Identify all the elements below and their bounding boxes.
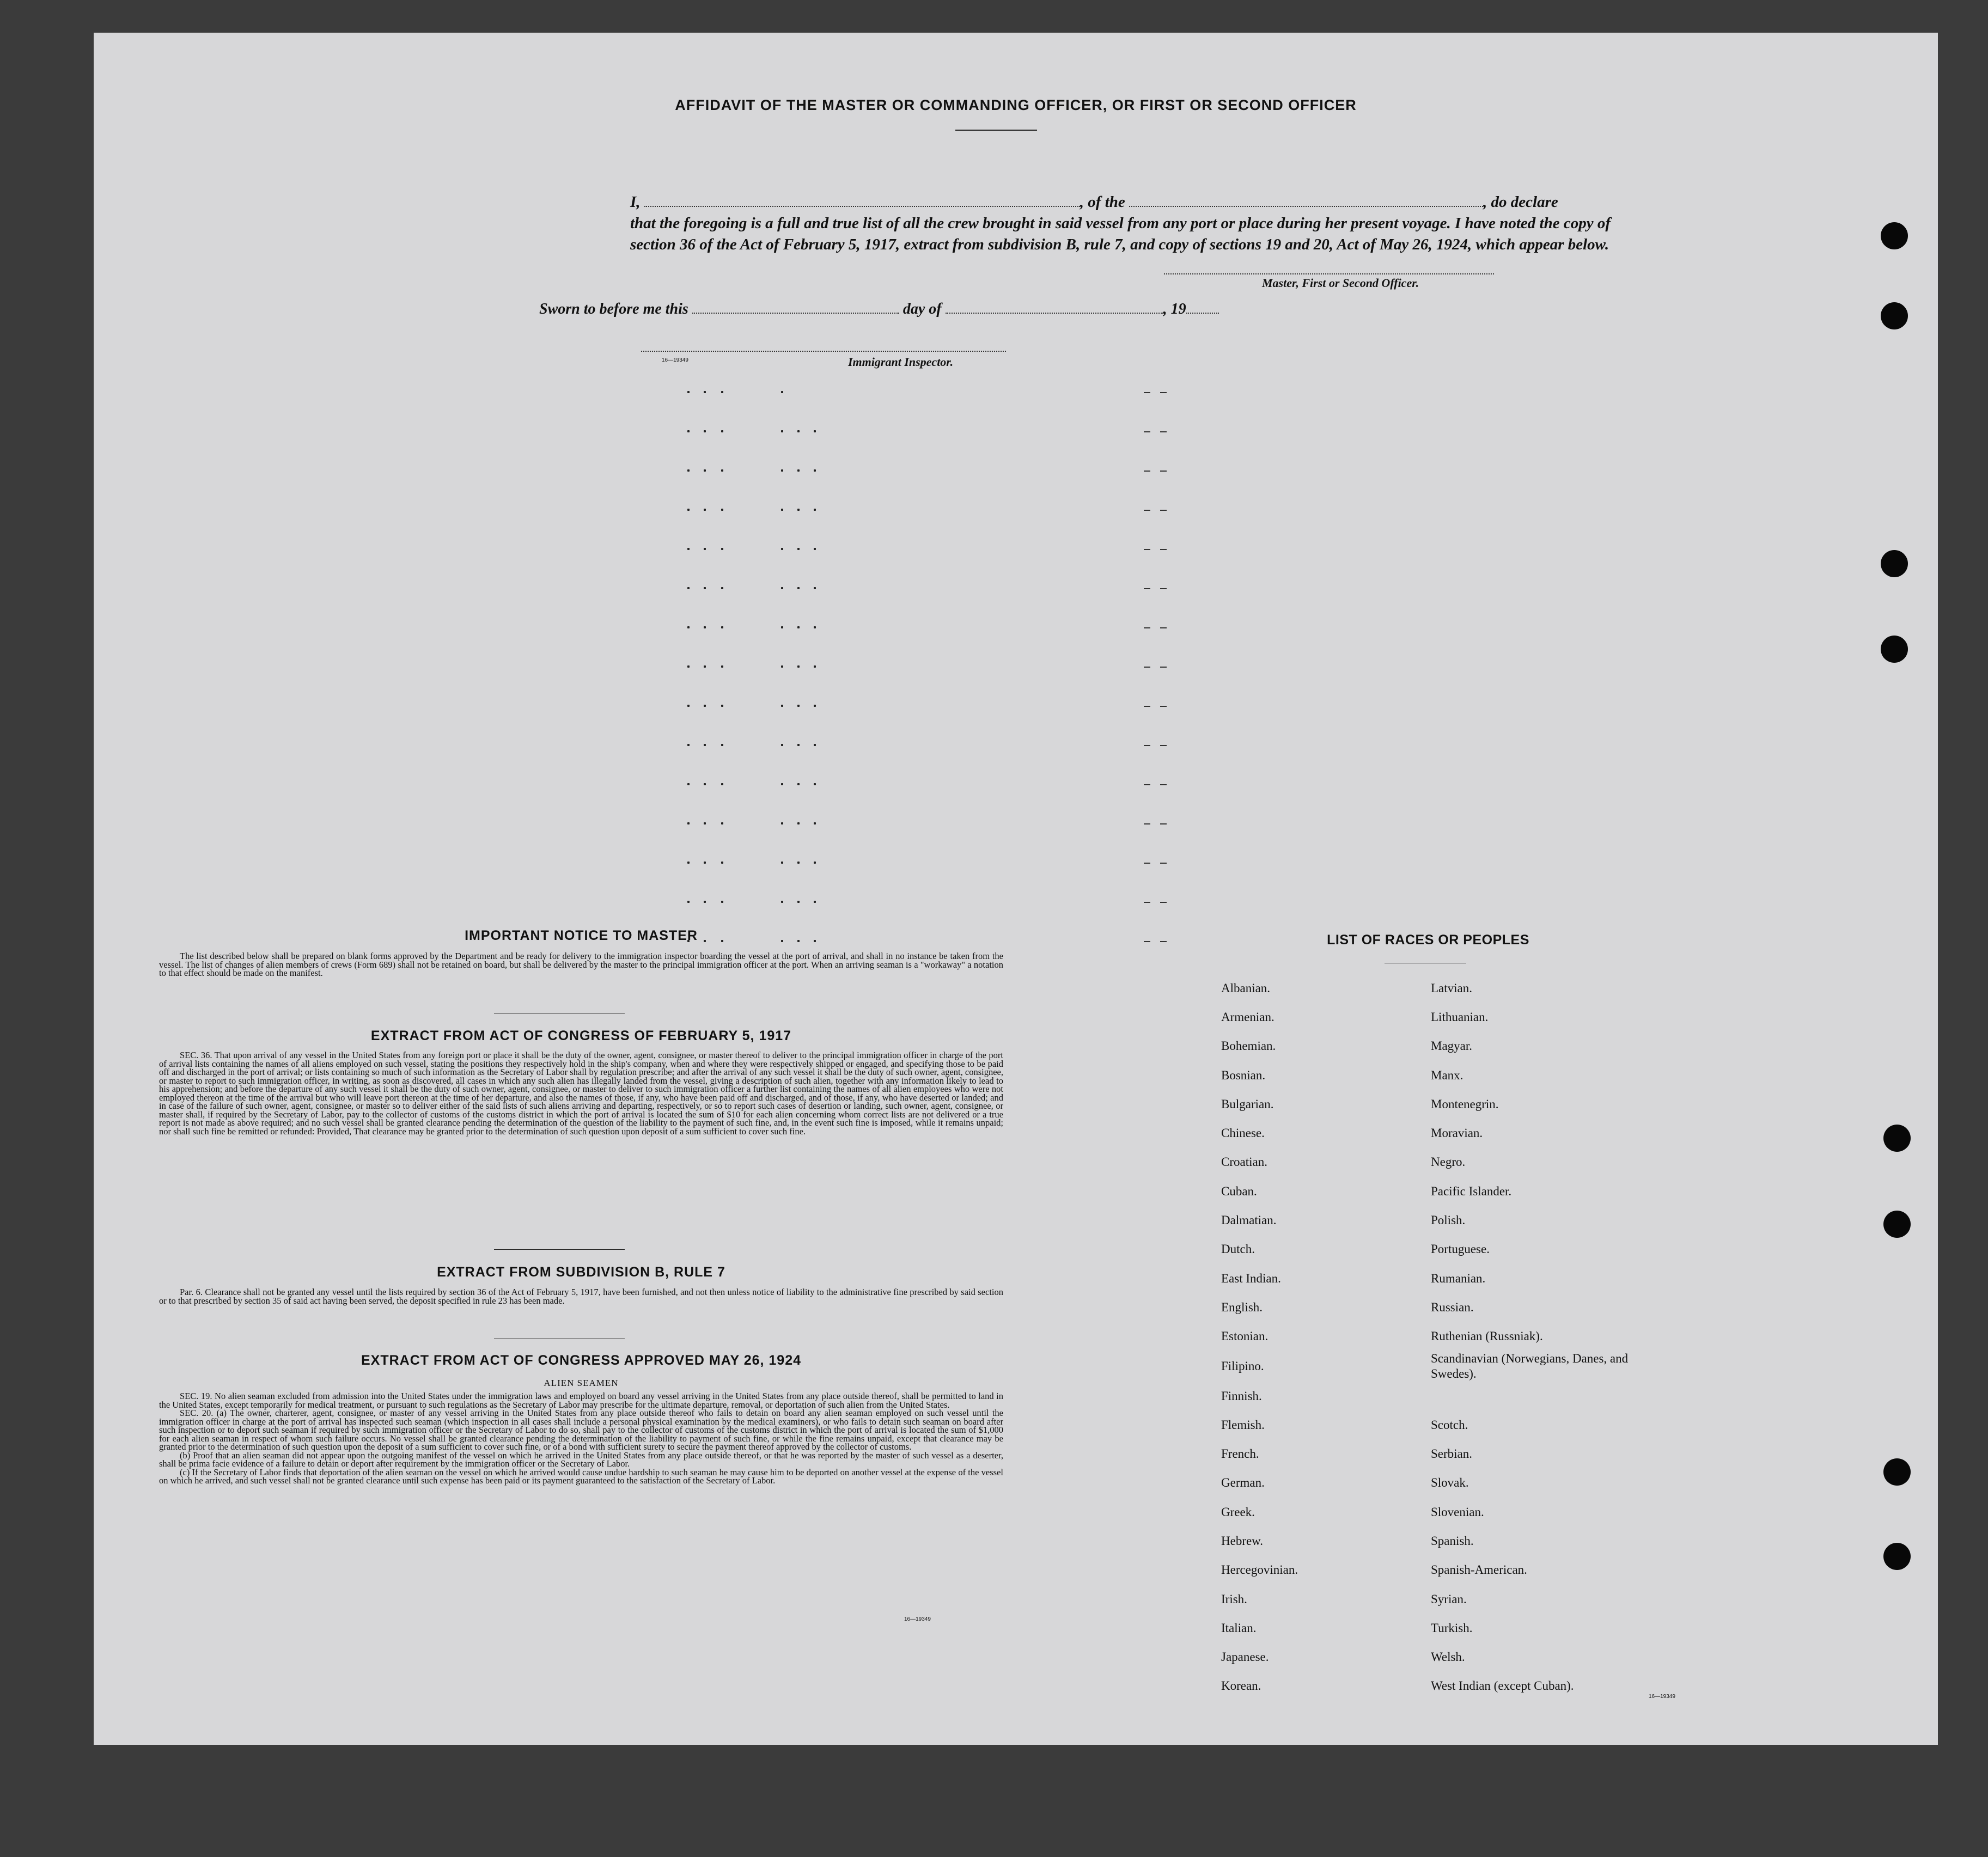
race-name: Scotch. <box>1431 1418 1468 1432</box>
scan-speck <box>814 469 816 472</box>
race-row <box>1221 1498 1660 1526</box>
race-row <box>1221 1235 1660 1264</box>
scan-speck <box>687 862 690 864</box>
race-name: Portuguese. <box>1431 1242 1490 1256</box>
race-name: Greek. <box>1221 1505 1255 1519</box>
scan-speck <box>687 665 690 668</box>
race-row <box>1221 1322 1660 1351</box>
scan-speck <box>781 469 783 472</box>
scan-dash <box>1160 431 1167 432</box>
scan-speck <box>781 509 783 511</box>
race-name: Irish. <box>1221 1592 1247 1606</box>
race-row <box>1221 1119 1660 1147</box>
title-underline <box>955 130 1037 131</box>
scan-dash <box>1144 784 1150 785</box>
race-name: Dalmatian. <box>1221 1213 1277 1227</box>
race-name: West Indian (except Cuban). <box>1431 1679 1574 1693</box>
scan-dash <box>1160 902 1167 903</box>
race-name: Spanish-American. <box>1431 1563 1527 1577</box>
race-name: Syrian. <box>1431 1592 1467 1606</box>
scan-dash <box>1144 823 1150 824</box>
scan-speck <box>781 391 783 393</box>
race-name: Latvian. <box>1431 981 1472 995</box>
race-row <box>1221 1003 1660 1031</box>
race-row <box>1221 1614 1660 1642</box>
scan-speck <box>797 665 800 668</box>
race-row <box>1221 1672 1660 1701</box>
scan-speck <box>704 391 706 393</box>
inspector-signature-line[interactable] <box>641 350 1006 352</box>
scan-dash <box>1144 588 1150 589</box>
scan-speck <box>797 744 800 746</box>
race-name: Scandinavian (Norwegians, Danes, and Swedes). <box>1431 1351 1629 1380</box>
scan-speck <box>721 862 723 864</box>
races-table <box>1221 974 1660 1701</box>
master-signature-line[interactable] <box>1164 272 1494 274</box>
scan-dash <box>1144 627 1150 628</box>
scan-speck <box>814 430 816 432</box>
scan-dash <box>1160 941 1167 942</box>
race-name: Montenegrin. <box>1431 1097 1499 1111</box>
binder-hole <box>1883 1125 1911 1152</box>
binder-hole <box>1881 222 1908 249</box>
divider-2 <box>494 1249 625 1250</box>
scan-speck <box>704 705 706 707</box>
scan-speck <box>781 744 783 746</box>
race-row <box>1221 974 1660 1003</box>
alien-seamen-subtitle: ALIEN SEAMEN <box>544 1378 619 1388</box>
scan-speck <box>781 626 783 628</box>
scan-speck <box>797 587 800 589</box>
race-name: Spanish. <box>1431 1534 1474 1548</box>
extract-rule7-text <box>159 1288 1003 1305</box>
scan-speck <box>721 822 723 824</box>
scan-dash <box>1144 549 1150 550</box>
scan-speck <box>687 822 690 824</box>
scan-dash <box>1160 392 1167 393</box>
scan-speck <box>687 626 690 628</box>
scan-speck <box>704 862 706 864</box>
scan-speck <box>721 665 723 668</box>
scan-speck <box>814 548 816 550</box>
race-name: Croatian. <box>1221 1155 1267 1169</box>
race-name: Bulgarian. <box>1221 1097 1274 1111</box>
extract-1917-title: EXTRACT FROM ACT OF CONGRESS OF FEBRUARY 5, 1917 <box>370 1028 792 1043</box>
race-row <box>1221 1469 1660 1498</box>
document-page <box>94 33 1938 1745</box>
scan-speck <box>687 783 690 785</box>
notice-paragraph: The list described below shall be prepared on blank forms approved by the Department and be ready for delivery to the immigration inspector boarding the vessel at the port of arrival, and shall in no instance be taken from the vessel. The list of changes of alien members of crews (Form 689) shall not be retained on board, but shall be delivered by the master to the principal immigration officer at the port. When an arriving seaman is a "workaway" a notation to that effect should be made on the manifest. <box>159 951 1003 978</box>
scan-dash <box>1144 706 1150 707</box>
scan-dash <box>1160 549 1167 550</box>
scan-speck <box>814 744 816 746</box>
race-name <box>1431 1382 1660 1410</box>
race-name: Finnish. <box>1221 1389 1262 1403</box>
scan-speck <box>721 509 723 511</box>
race-name: Magyar. <box>1431 1039 1473 1053</box>
notice-title: IMPORTANT NOTICE TO MASTER <box>465 928 698 943</box>
race-name: Filipino. <box>1221 1359 1264 1373</box>
race-row <box>1221 1061 1660 1090</box>
scan-speck <box>704 665 706 668</box>
scan-speck <box>797 548 800 550</box>
sec20c-paragraph: (c) If the Secretary of Labor finds that deportation of the alien seaman on the vessel on which he arrived would cause undue hardship to such seaman he may cause him to be deported on another vessel at the expense of the vessel on which he arrived, and such vessel shall not be granted clearance until such expense has been paid or its payment guaranteed to the satisfaction of the Secretary of Labor. <box>159 1467 1003 1486</box>
scan-speck <box>704 587 706 589</box>
binder-hole <box>1881 302 1908 329</box>
scan-speck <box>781 548 783 550</box>
scan-dash <box>1144 941 1150 942</box>
sec20a-paragraph: SEC. 20. (a) The owner, charterer, agent, consignee, or master of any vessel arriving in the United States from any place outside thereof who fails to detain on board any alien seaman employed on such vessel until the immigration officer in charge at the port of arrival has inspected such seaman (which inspection in all cases shall include a personal physical examination by the medical examiners), or who fails to detain such seaman on board after such inspection or to deport such seaman if required by such immigration officer or the Secretary of Labor to do so, shall pay to the collector of customs of the customs district in which the port of arrival is located the sum of $1,000 for each alien seaman in respect of whom such failure occurs. No vessel shall be granted clearance pending the determination of the liability to payment of such fine, or while the fine remains unpaid, except that clearance may be granted prior to the determination of such question upon the deposit of a sum sufficient to cover such fine, or of a bond with sufficient surety to secure the payment thereof approved by the collector of customs. <box>159 1408 1003 1452</box>
scan-dash <box>1160 667 1167 668</box>
day-of-label: day of <box>902 301 942 317</box>
race-name: Slovenian. <box>1431 1505 1484 1519</box>
scan-speck <box>814 901 816 903</box>
race-name: Russian. <box>1431 1300 1474 1314</box>
scan-dash <box>1160 745 1167 746</box>
scan-speck <box>704 822 706 824</box>
sworn-month-field[interactable] <box>946 301 1163 314</box>
race-name: Turkish. <box>1431 1621 1473 1635</box>
extract-1924-text <box>159 1392 1003 1485</box>
scan-dash <box>1144 392 1150 393</box>
race-name: Korean. <box>1221 1679 1261 1693</box>
form-number-top: 16—19349 <box>662 357 688 363</box>
form-number-bottom-left: 16—19349 <box>904 1616 931 1622</box>
scan-speck <box>687 901 690 903</box>
race-name: Hercegovinian. <box>1221 1563 1298 1577</box>
race-name: Flemish. <box>1221 1418 1265 1432</box>
scan-speck <box>704 548 706 550</box>
scan-dash <box>1144 902 1150 903</box>
scan-speck <box>704 783 706 785</box>
scan-speck <box>781 901 783 903</box>
scan-speck <box>687 548 690 550</box>
scan-dash <box>1160 627 1167 628</box>
scan-speck <box>721 626 723 628</box>
scan-speck <box>797 901 800 903</box>
binder-hole <box>1881 636 1908 663</box>
race-name: Welsh. <box>1431 1650 1465 1664</box>
scan-speck <box>797 626 800 628</box>
race-name: East Indian. <box>1221 1271 1281 1285</box>
race-name: Negro. <box>1431 1155 1466 1169</box>
scan-speck <box>797 469 800 472</box>
sworn-year-field[interactable] <box>1186 301 1219 314</box>
do-declare-label: , do declare <box>1483 193 1558 211</box>
scan-dash <box>1160 706 1167 707</box>
scan-speck <box>687 430 690 432</box>
scan-dash <box>1144 863 1150 864</box>
race-row <box>1221 1090 1660 1119</box>
of-the-label: , of the <box>1080 193 1125 211</box>
race-row <box>1221 1293 1660 1322</box>
race-name: Armenian. <box>1221 1010 1274 1024</box>
races-title: LIST OF RACES OR PEOPLES <box>1327 932 1529 948</box>
scan-dash <box>1160 510 1167 511</box>
race-name: Lithuanian. <box>1431 1010 1489 1024</box>
race-name: Chinese. <box>1221 1126 1265 1140</box>
scan-speck <box>797 705 800 707</box>
race-name: Estonian. <box>1221 1329 1269 1343</box>
scan-speck <box>704 901 706 903</box>
scan-speck <box>814 705 816 707</box>
year-label: , 19 <box>1163 301 1186 317</box>
scan-speck <box>687 469 690 472</box>
scan-speck <box>797 509 800 511</box>
race-row <box>1221 1643 1660 1672</box>
race-name: Hebrew. <box>1221 1534 1264 1548</box>
binder-hole <box>1883 1458 1911 1486</box>
master-signature-label: Master, First or Second Officer. <box>1262 276 1419 290</box>
sworn-label: Sworn to before me this <box>539 301 688 317</box>
sec20b-paragraph: (b) Proof that an alien seaman did not appear upon the outgoing manifest of the vessel on which he arrived in the United States from any place outside thereof, or that he was reported by the master of such vessel as a deserter, shall be prima facie evidence of a failure to detain or deport after requirement by the immigration officer or the Secretary of Labor. <box>159 1450 1003 1469</box>
scan-speck <box>814 862 816 864</box>
scan-dash <box>1160 588 1167 589</box>
race-name: Dutch. <box>1221 1242 1255 1256</box>
scan-speck <box>721 705 723 707</box>
scan-speck <box>797 430 800 432</box>
binder-hole <box>1881 550 1908 577</box>
race-row <box>1221 1206 1660 1235</box>
scan-speck <box>704 469 706 472</box>
scan-dash <box>1160 823 1167 824</box>
sec19-paragraph: SEC. 19. No alien seaman excluded from admission into the United States under the immigration laws and employed on board any vessel arriving in the United States from any place outside thereof, shall be permitted to land in the United States, except temporarily for medical treatment, or pursuant to such regulations as the Secretary of Labor may prescribe for the ultimate departure, removal, or deportation of such alien from the United States. <box>159 1391 1003 1410</box>
scan-speck <box>704 626 706 628</box>
race-name: Albanian. <box>1221 981 1271 995</box>
race-name: Cuban. <box>1221 1184 1257 1198</box>
race-name: Slovak. <box>1431 1476 1469 1490</box>
race-row <box>1221 1556 1660 1585</box>
scan-dash <box>1144 667 1150 668</box>
race-row <box>1221 1148 1660 1177</box>
binder-hole <box>1883 1211 1911 1238</box>
race-row <box>1221 1585 1660 1614</box>
scan-speck <box>781 587 783 589</box>
sworn-line <box>539 301 1219 318</box>
scan-speck <box>721 548 723 550</box>
race-name: Japanese. <box>1221 1650 1269 1664</box>
race-name: German. <box>1221 1476 1265 1490</box>
scan-dash <box>1160 784 1167 785</box>
race-name: French. <box>1221 1447 1259 1461</box>
scan-dash <box>1144 510 1150 511</box>
race-row <box>1221 1264 1660 1293</box>
race-name: Manx. <box>1431 1068 1463 1082</box>
race-row <box>1221 1382 1660 1410</box>
race-row <box>1221 1439 1660 1468</box>
scan-speck <box>814 587 816 589</box>
scan-speck <box>814 509 816 511</box>
race-row <box>1221 1177 1660 1206</box>
race-name: Moravian. <box>1431 1126 1483 1140</box>
form-number-races: 16—19349 <box>1649 1694 1675 1700</box>
scan-speck <box>721 783 723 785</box>
race-name: Italian. <box>1221 1621 1257 1635</box>
affidavit-body <box>630 192 1611 255</box>
scan-dash <box>1144 745 1150 746</box>
race-name: Serbian. <box>1431 1447 1473 1461</box>
scan-dash <box>1144 471 1150 472</box>
scan-speck <box>721 391 723 393</box>
scan-dash <box>1144 431 1150 432</box>
scan-speck <box>781 430 783 432</box>
par6-paragraph: Par. 6. Clearance shall not be granted any vessel until the lists required by section 36 of the Act of February 5, 1917, have been furnished, and not then unless notice of liability to the administrative fine prescribed by said section or to that prescribed by section 35 of said act having been served, the deposit specified in rule 23 has been made. <box>159 1287 1003 1306</box>
race-name: Rumanian. <box>1431 1271 1486 1285</box>
scan-speck <box>814 626 816 628</box>
scan-speck <box>797 783 800 785</box>
race-row <box>1221 1410 1660 1439</box>
affidavit-statement: that the foregoing is a full and true list of all the crew brought in said vessel from any port or place during her present voyage. I have noted the copy of section 36 of the Act of February 5, 1917, extract from subdivision B, rule 7, and copy of sections 19 and 20, Act of May 26, 1924, which appear below. <box>630 215 1611 253</box>
affidavit-title: AFFIDAVIT OF THE MASTER OR COMMANDING OFFICER, OR FIRST OR SECOND OFFICER <box>675 97 1357 113</box>
scan-speck <box>797 862 800 864</box>
scan-speck <box>781 822 783 824</box>
scan-speck <box>687 587 690 589</box>
race-name: Bohemian. <box>1221 1039 1276 1053</box>
race-name: Pacific Islander. <box>1431 1184 1512 1198</box>
scan-speck <box>781 862 783 864</box>
scan-speck <box>721 901 723 903</box>
sworn-day-field[interactable] <box>692 301 899 314</box>
extract-1917-text <box>159 1051 1003 1135</box>
scan-dash <box>1160 863 1167 864</box>
scan-speck <box>721 744 723 746</box>
scan-speck <box>797 822 800 824</box>
scan-speck <box>721 430 723 432</box>
scan-speck <box>814 783 816 785</box>
vessel-name-field[interactable] <box>1129 194 1483 207</box>
race-row <box>1221 1526 1660 1555</box>
scan-speck <box>781 705 783 707</box>
race-row <box>1221 1032 1660 1061</box>
race-name: Polish. <box>1431 1213 1466 1227</box>
scan-speck <box>704 430 706 432</box>
scan-speck <box>687 744 690 746</box>
affidavit-i: I, <box>630 193 641 211</box>
scan-dash <box>1160 471 1167 472</box>
sec36-paragraph: SEC. 36. That upon arrival of any vessel in the United States from any foreign port or place it shall be the duty of the owner, agent, consignee, or master thereof to deliver to the principal immigration officer in charge of the port of arrival lists containing the names of all aliens employed on such vessel, stating the positions they respectively hold in the ship's company, when and where they were respectively shipped or engaged, and specifying those to be paid off and discharged in the port of arrival; or lists containing so much of such information as the Secretary of Labor shall by regulation prescribe; and after the arrival of any such vessel it shall be the duty of such owner, agent, consignee, or master to report to such immigration officer, in writing, as soon as discovered, all cases in which any such alien has illegally landed from the vessel, giving a description of such alien, together with any information likely to lead to his apprehension; and before the departure of any such vessel it shall be the duty of such owner, agent, consignee, or master to deliver to such immigration officer a further list containing the names of all alien employees who were not employed thereon at the time of the arrival but who will leave port thereon at the time of her departure, and also the names of those, if any, who have been paid off and discharged, and of those, if any, who have deserted or landed; and in case of the failure of such owner, agent, consignee, or master so to deliver either of the said lists of such aliens arriving and departing, respectively, or so to report such cases of desertion or landing, such owner, agent, consignee, or master shall, if required by the Secretary of Labor, pay to the collector of customs of the customs district in which the port of arrival is located the sum of $10 for each alien concerning whom correct lists are not delivered or a true report is not made as above required; and no such vessel shall be granted clearance pending the determination of the question of the liability to the payment of such fine, and, in the event such fine is imposed, while it remains unpaid; nor shall such fine be remitted or refunded: Provided, That clearance may be granted prior to the determination of such question upon deposit of a sum sufficient to cover such fine. <box>159 1050 1003 1137</box>
extract-1924-title: EXTRACT FROM ACT OF CONGRESS APPROVED MAY 26, 1924 <box>361 1353 802 1368</box>
scan-speck <box>781 783 783 785</box>
inspector-label: Immigrant Inspector. <box>848 355 954 369</box>
notice-text <box>159 952 1003 978</box>
scan-speck <box>721 469 723 472</box>
race-name: Bosnian. <box>1221 1068 1266 1082</box>
race-name: English. <box>1221 1300 1263 1314</box>
scan-speck <box>814 665 816 668</box>
scan-speck <box>704 744 706 746</box>
master-name-field[interactable] <box>644 194 1080 207</box>
scan-speck <box>687 705 690 707</box>
scan-speck <box>781 665 783 668</box>
scan-speck <box>687 509 690 511</box>
scan-speck <box>687 391 690 393</box>
binder-hole <box>1883 1543 1911 1570</box>
extract-rule7-title: EXTRACT FROM SUBDIVISION B, RULE 7 <box>437 1265 725 1280</box>
scan-speck <box>721 587 723 589</box>
race-row <box>1221 1351 1660 1382</box>
scan-speck <box>704 509 706 511</box>
race-name: Ruthenian (Russniak). <box>1431 1329 1543 1343</box>
scan-speck <box>814 822 816 824</box>
